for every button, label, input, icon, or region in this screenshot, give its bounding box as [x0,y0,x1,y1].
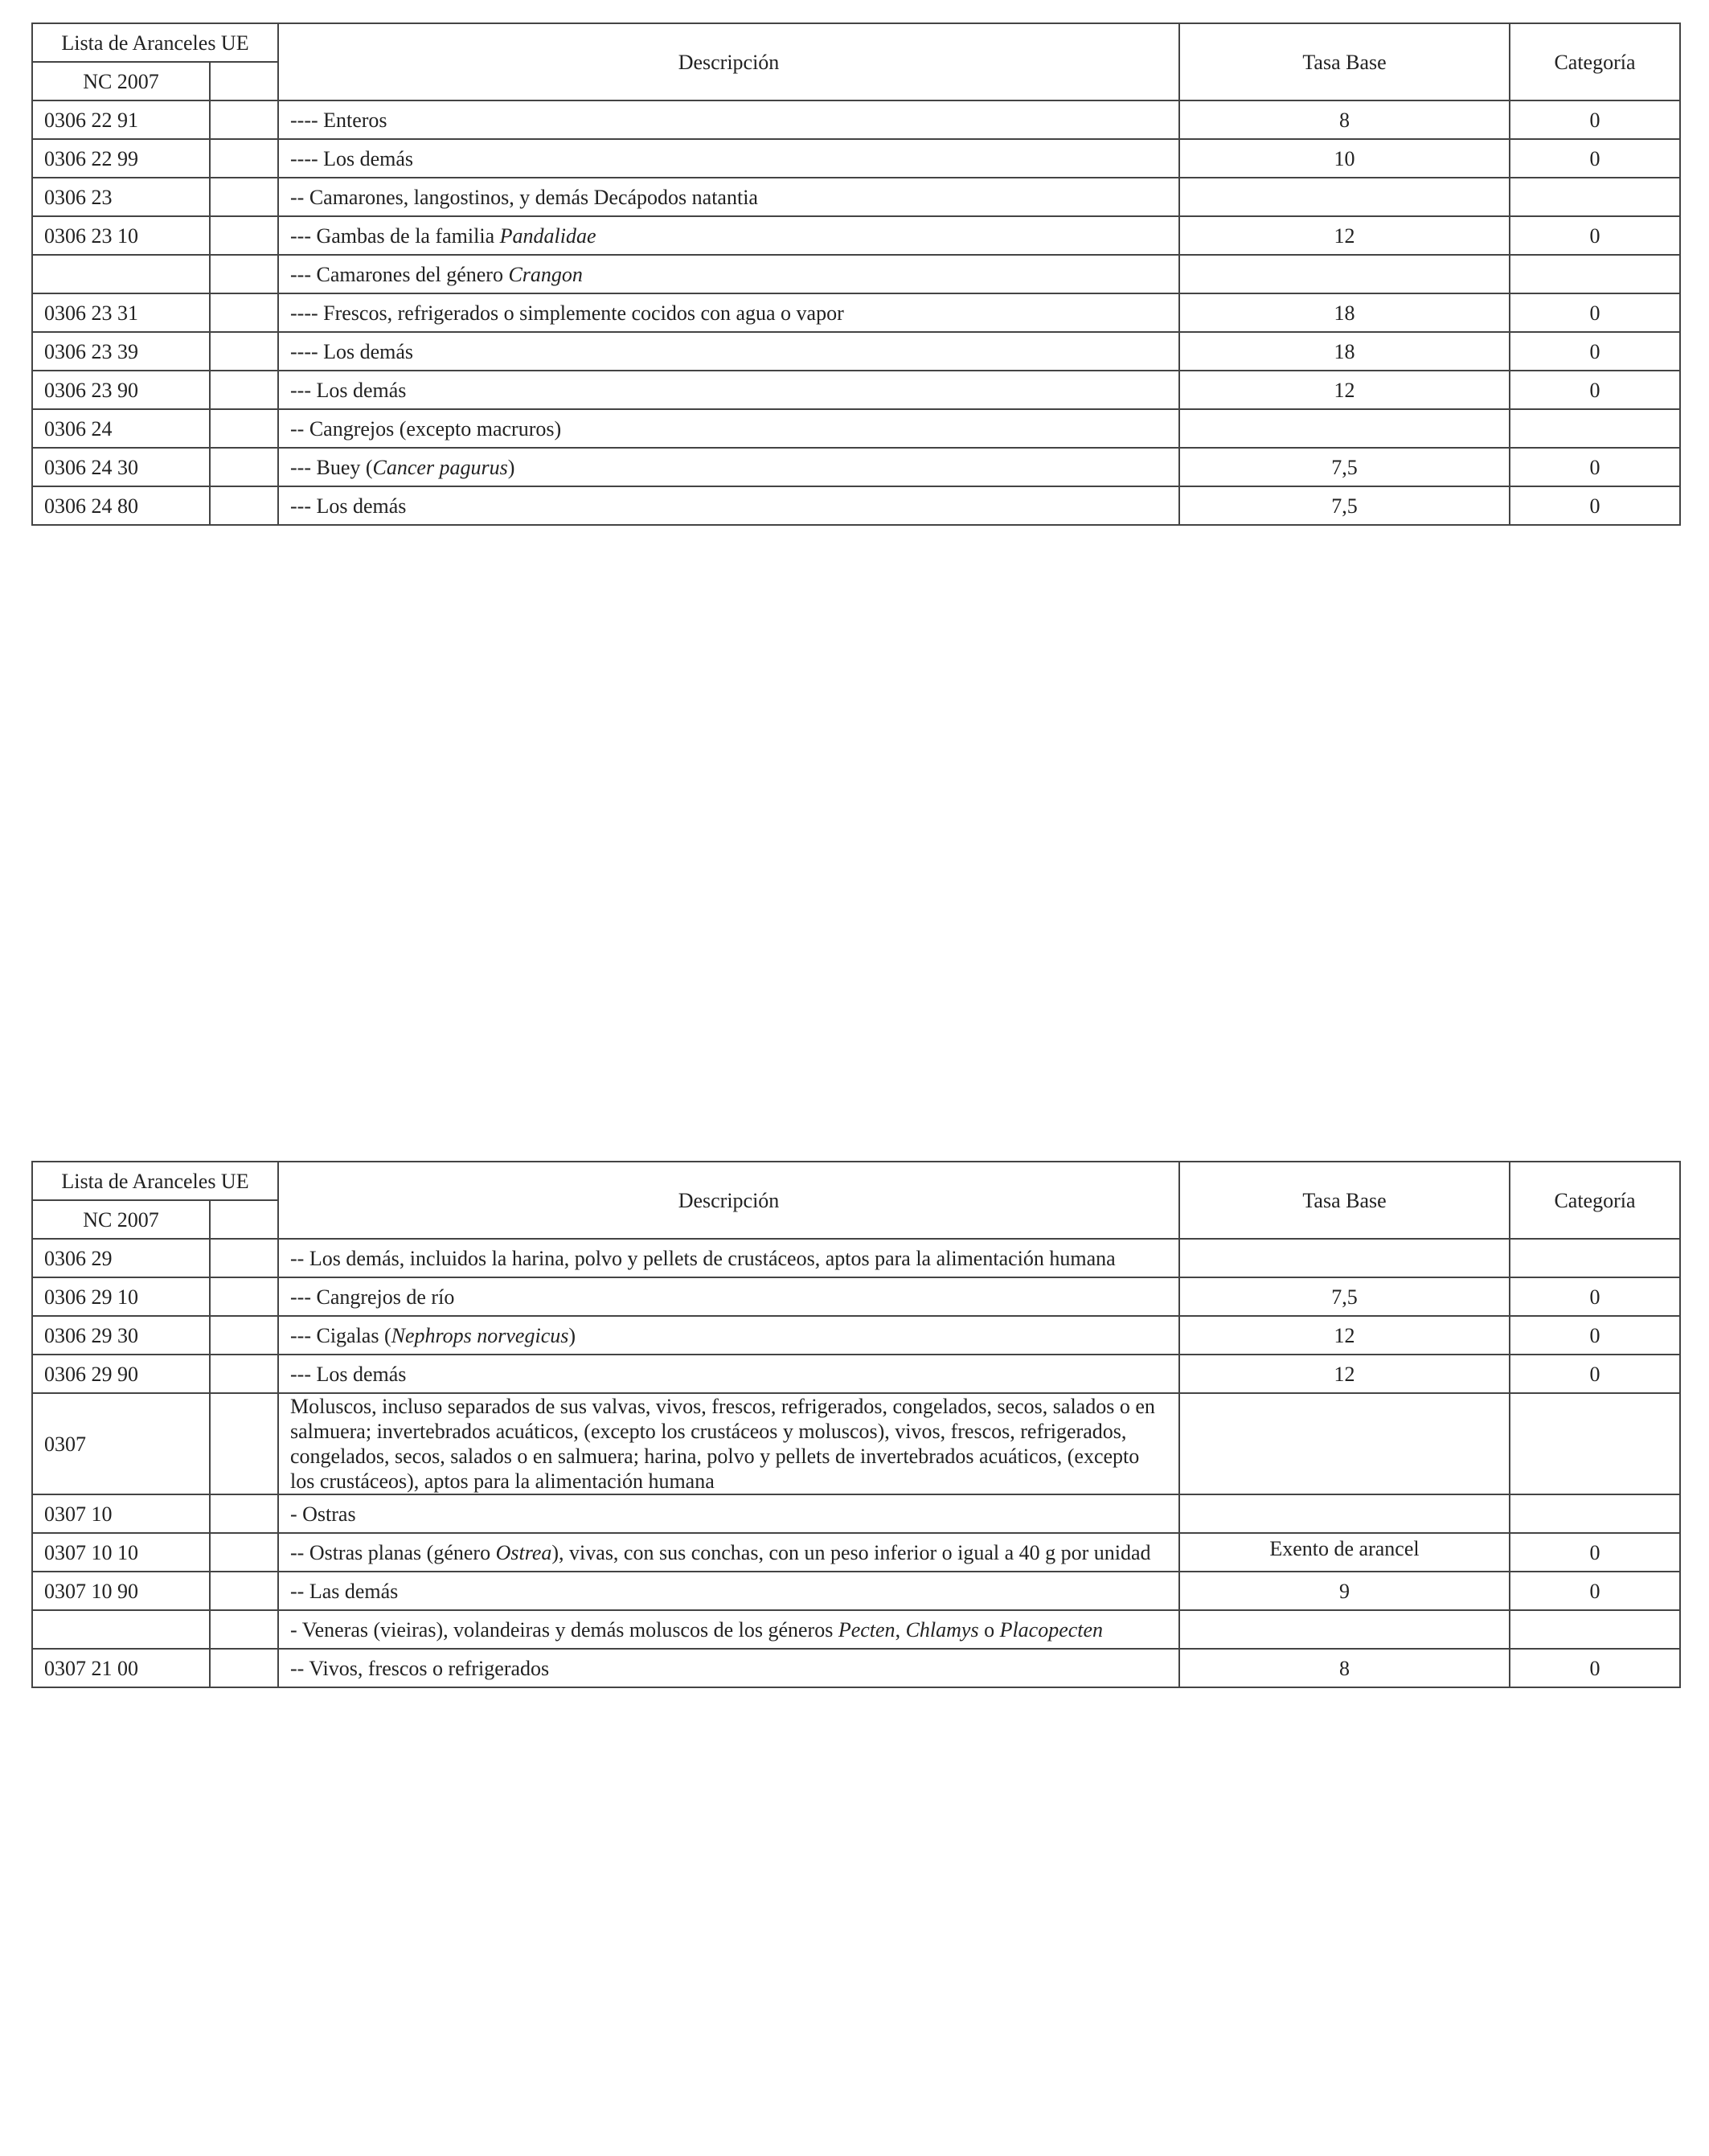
description-text: ) [507,455,515,479]
description-text: -- Cangrejos (excepto macruros) [290,416,562,441]
italic-taxon: Pandalidae [499,223,596,248]
header-categoria: Categoría [1510,23,1680,100]
categoria-cell: 0 [1510,216,1680,255]
categoria-cell: 0 [1510,293,1680,332]
blank-cell [210,409,278,448]
categoria-cell: 0 [1510,332,1680,371]
table-row [32,216,1680,255]
categoria-cell: 0 [1510,1277,1680,1316]
categoria-cell: 0 [1510,1649,1680,1687]
description-text: -- Las demás [290,1579,399,1603]
categoria-cell: 0 [1510,1572,1680,1610]
categoria-cell: 0 [1510,448,1680,486]
tasa-base-cell [1179,1239,1510,1277]
tariff-table-2 [31,1161,1681,1688]
description-cell [278,1533,1179,1572]
categoria-cell: 0 [1510,1355,1680,1393]
description-text: --- Camarones del género [290,262,509,286]
italic-taxon: Pecten [838,1617,895,1642]
description-text: -- Los demás, incluidos la harina, polvo y pellets de crustáceos, aptos para la alimentación humana [290,1246,1116,1270]
description-text: --- Los demás [290,1362,407,1386]
description-cell [278,139,1179,178]
categoria-cell [1510,409,1680,448]
categoria-cell [1510,1239,1680,1277]
tariff-table-1 [31,23,1681,526]
categoria-cell [1510,1393,1680,1494]
categoria-cell: 0 [1510,1316,1680,1355]
blank-cell [210,216,278,255]
description-text: ) [568,1323,576,1347]
description-text: --- Los demás [290,378,407,402]
tasa-base-cell: 7,5 [1179,1277,1510,1316]
blank-cell [210,1355,278,1393]
tasa-base-cell: 8 [1179,100,1510,139]
categoria-cell: 0 [1510,139,1680,178]
description-cell [278,448,1179,486]
categoria-cell: 0 [1510,1533,1680,1572]
categoria-cell [1510,255,1680,293]
blank-cell [210,139,278,178]
description-text: --- Los demás [290,494,407,518]
italic-taxon: Nephrops norvegicus [391,1323,569,1347]
blank-cell [210,100,278,139]
description-cell [278,1610,1179,1649]
blank-cell [210,1277,278,1316]
description-text: - Veneras (vieiras), volandeiras y demás moluscos de los géneros [290,1617,838,1642]
tasa-base-cell [1179,178,1510,216]
italic-taxon: Placopecten [999,1617,1104,1642]
categoria-cell [1510,178,1680,216]
header-description: Descripción [278,23,1179,100]
description-text: --- Buey ( [290,455,373,479]
tasa-base-cell: 18 [1179,293,1510,332]
header-tasa-base: Tasa Base [1179,1162,1510,1239]
categoria-cell [1510,1610,1680,1649]
cn-code-cell: 0306 24 30 [32,448,210,486]
blank-cell [210,332,278,371]
italic-taxon: Chlamys [905,1617,979,1642]
description-text: --- Gambas de la familia [290,223,500,248]
description-text: Moluscos, incluso separados de sus valvas, vivos, frescos, refrigerados, congelados, secos, salados o en salmuera; invertebrados acuáticos, (excepto los crustáceos y moluscos), vivos, frescos, refrigerados, congelados, secos, salados o en salmuera; harina, polvo y pellets de invertebrados acuáticos, (excepto los crustáceos), aptos para la alimentación humana [290,1395,1155,1493]
description-text: -- Vivos, frescos o refrigerados [290,1656,550,1680]
blank-cell [210,1610,278,1649]
tasa-base-cell [1179,409,1510,448]
description-text: ), vivas, con sus conchas, con un peso inferior o igual a 40 g por unidad [551,1540,1151,1564]
tasa-base-cell [1179,255,1510,293]
description-text: -- Ostras planas (género [290,1540,496,1564]
cn-code-cell: 0306 29 10 [32,1277,210,1316]
table-row [32,1355,1680,1393]
tasa-base-cell: 12 [1179,371,1510,409]
blank-cell [210,1393,278,1494]
description-cell [278,1239,1179,1277]
cn-code-cell: 0307 10 [32,1494,210,1533]
table-row [32,178,1680,216]
description-text: ---- Frescos, refrigerados o simplemente cocidos con agua o vapor [290,301,844,325]
table-row [32,1239,1680,1277]
table-row [32,1277,1680,1316]
description-cell [278,1393,1179,1494]
header-description: Descripción [278,1162,1179,1239]
table-row [32,448,1680,486]
tasa-base-cell [1179,1494,1510,1533]
cn-code-cell: 0306 22 91 [32,100,210,139]
description-cell [278,1277,1179,1316]
table-row [32,255,1680,293]
table-1-body [32,100,1680,525]
table-row [32,1316,1680,1355]
italic-taxon: Cancer pagurus [372,455,508,479]
description-cell [278,1494,1179,1533]
cn-code-cell: 0307 21 00 [32,1649,210,1687]
tasa-base-cell: 18 [1179,332,1510,371]
description-cell [278,255,1179,293]
blank-cell [210,371,278,409]
description-cell [278,409,1179,448]
table-row [32,1610,1680,1649]
tasa-base-cell: 10 [1179,139,1510,178]
description-text: ---- Los demás [290,146,414,170]
table-row [32,1533,1680,1572]
header-blank [210,62,278,100]
blank-cell [210,1572,278,1610]
description-text: ---- Los demás [290,339,414,363]
blank-cell [210,448,278,486]
cn-code-cell [32,1610,210,1649]
cn-code-cell: 0307 [32,1393,210,1494]
table-row [32,1649,1680,1687]
description-cell [278,216,1179,255]
header-categoria: Categoría [1510,1162,1680,1239]
blank-cell [210,1533,278,1572]
description-cell [278,371,1179,409]
cn-code-cell: 0306 29 30 [32,1316,210,1355]
description-text: - Ostras [290,1502,356,1526]
description-cell [278,1355,1179,1393]
table-row [32,100,1680,139]
description-cell [278,332,1179,371]
categoria-cell: 0 [1510,486,1680,525]
tasa-base-cell: 7,5 [1179,448,1510,486]
header-nc: NC 2007 [32,62,210,100]
categoria-cell [1510,1494,1680,1533]
table-row [32,486,1680,525]
tasa-base-cell: 12 [1179,1355,1510,1393]
cn-code-cell: 0306 23 31 [32,293,210,332]
cn-code-cell: 0306 23 [32,178,210,216]
italic-taxon: Ostrea [495,1540,552,1564]
cn-code-cell: 0306 24 80 [32,486,210,525]
description-cell [278,178,1179,216]
description-text: o [978,1617,1000,1642]
header-list: Lista de Aranceles UE [32,1162,278,1200]
tasa-base-cell: 8 [1179,1649,1510,1687]
categoria-cell: 0 [1510,100,1680,139]
tasa-base-cell: 9 [1179,1572,1510,1610]
description-text: --- Cangrejos de río [290,1285,455,1309]
description-text: , [895,1617,906,1642]
blank-cell [210,486,278,525]
table-row [32,293,1680,332]
description-text: --- Cigalas ( [290,1323,391,1347]
italic-taxon: Crangon [508,262,583,286]
table-row [32,371,1680,409]
description-cell [278,293,1179,332]
cn-code-cell: 0307 10 90 [32,1572,210,1610]
blank-cell [210,178,278,216]
description-cell [278,486,1179,525]
cn-code-cell [32,255,210,293]
tasa-base-cell: 12 [1179,1316,1510,1355]
description-text: -- Camarones, langostinos, y demás Decápodos natantia [290,185,758,209]
tasa-base-cell [1179,1393,1510,1494]
description-cell [278,1316,1179,1355]
description-cell [278,100,1179,139]
blank-cell [210,255,278,293]
description-cell [278,1572,1179,1610]
header-list: Lista de Aranceles UE [32,23,278,62]
table-row [32,332,1680,371]
header-nc: NC 2007 [32,1200,210,1239]
cn-code-cell: 0306 29 90 [32,1355,210,1393]
table-row [32,1393,1680,1494]
description-text: ---- Enteros [290,108,387,132]
cn-code-cell: 0306 23 10 [32,216,210,255]
cn-code-cell: 0306 24 [32,409,210,448]
cn-code-cell: 0306 29 [32,1239,210,1277]
table-row [32,1572,1680,1610]
categoria-cell: 0 [1510,371,1680,409]
tasa-base-cell [1179,1610,1510,1649]
table-row [32,409,1680,448]
blank-cell [210,1316,278,1355]
blank-cell [210,1649,278,1687]
cn-code-cell: 0307 10 10 [32,1533,210,1572]
blank-cell [210,293,278,332]
table-row [32,1494,1680,1533]
blank-cell [210,1494,278,1533]
cn-code-cell: 0306 22 99 [32,139,210,178]
tasa-base-cell: 12 [1179,216,1510,255]
cn-code-cell: 0306 23 39 [32,332,210,371]
tasa-base-cell: 7,5 [1179,486,1510,525]
header-tasa-base: Tasa Base [1179,23,1510,100]
description-cell [278,1649,1179,1687]
blank-cell [210,1239,278,1277]
table-row [32,139,1680,178]
table-2-body [32,1239,1680,1687]
tasa-base-cell: Exento de arancel [1179,1533,1510,1572]
header-blank [210,1200,278,1239]
cn-code-cell: 0306 23 90 [32,371,210,409]
